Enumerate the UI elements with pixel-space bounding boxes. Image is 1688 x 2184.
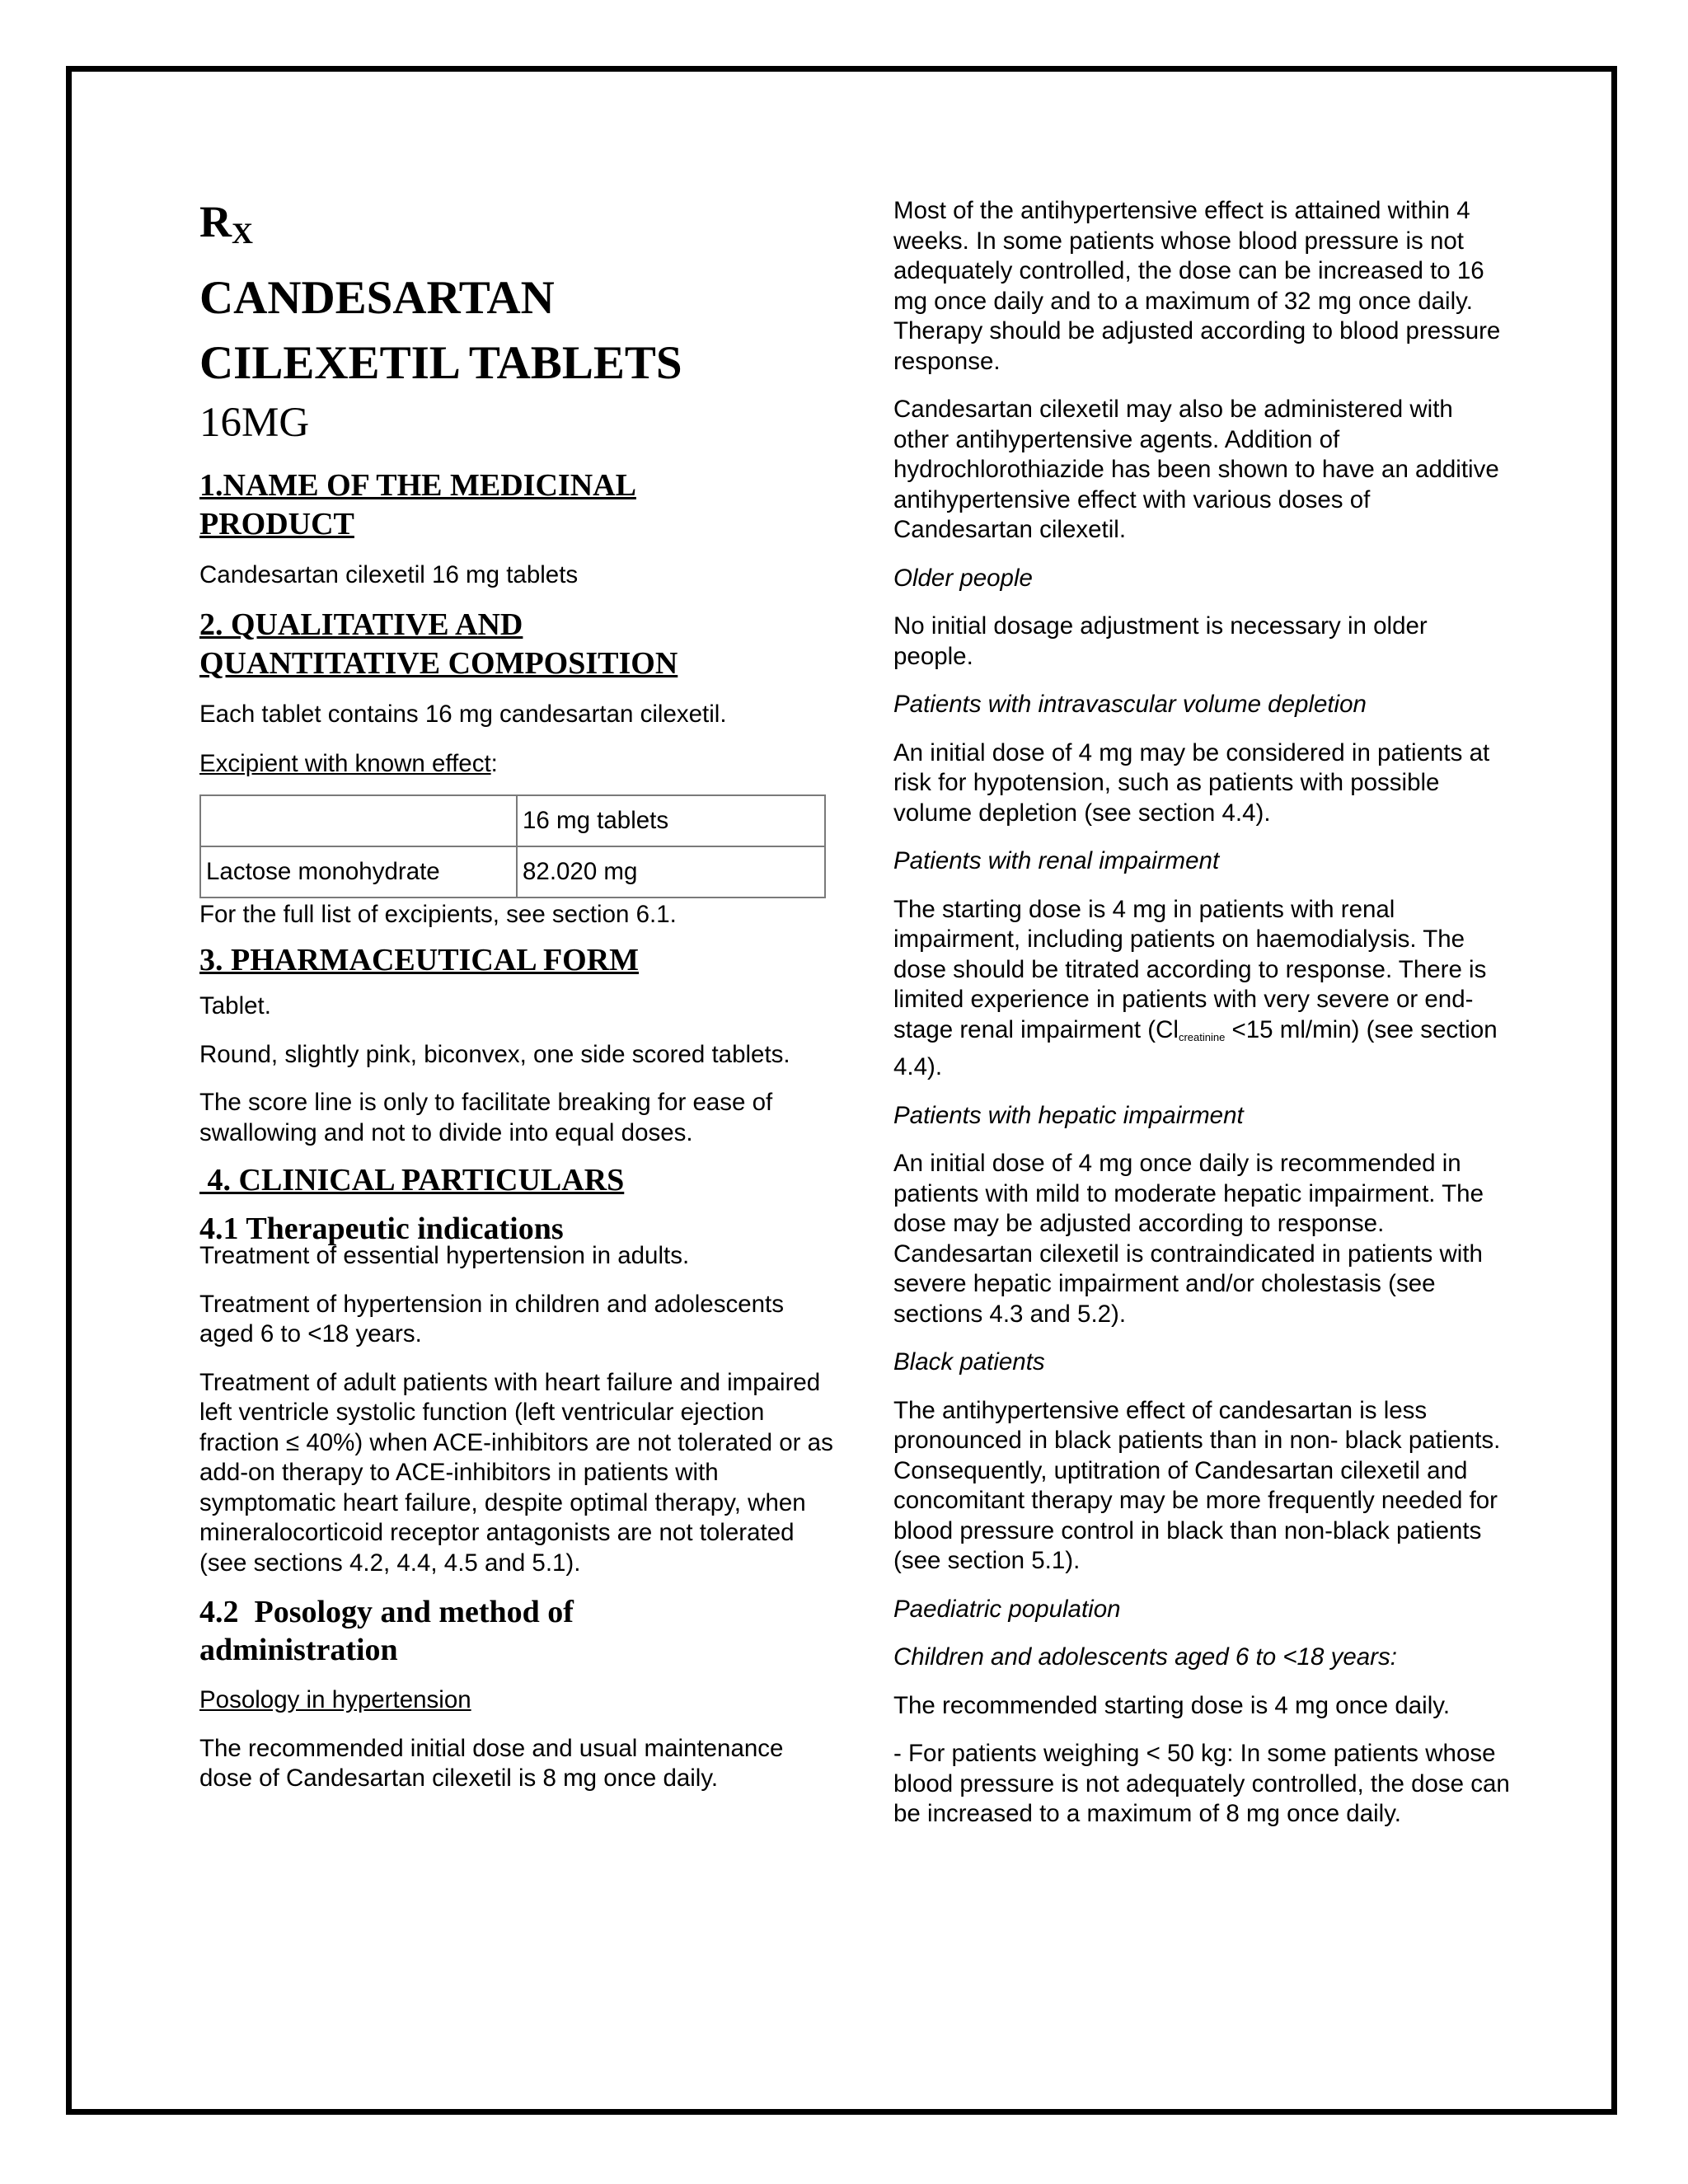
children-text: The recommended starting dose is 4 mg once daily. (893, 1691, 1451, 1719)
section1-heading: 1.NAME OF THE MEDICINAL PRODUCT (199, 468, 636, 541)
hepatic-text: An initial dose of 4 mg once daily is recommended in patients with mild to moderate hepatic impairment. The dose may be adjusted according to response. Candesartan cilexetil is contraindicated in patients with severe hepatic impairment and/or cholestasis (see sections 4.3 and 5.2). (893, 1150, 1484, 1328)
table-header-row (200, 795, 825, 846)
children-heading: Children and adolescents aged 6 to <18 years: (893, 1643, 1397, 1671)
black-text: The antihypertensive effect of candesartan is less pronounced in black patients than in non- black patients. Consequently, uptitration of Candesartan cilexetil and concomitant therapy may be more frequently needed for blood pressure control in black than non-black patients (see section 5.1). (893, 1396, 1501, 1574)
product-strength: 16MG (199, 400, 310, 446)
paediatric-heading: Paediatric population (893, 1595, 1121, 1623)
table-cell: 82.020 mg (517, 846, 825, 898)
excipient-table (199, 794, 826, 898)
product-title-line1: CANDESARTAN (199, 272, 555, 324)
volume-heading: Patients with intravascular volume depletion (893, 691, 1367, 718)
hepatic-heading: Patients with hepatic impairment (893, 1101, 1244, 1129)
section2-text: Each tablet contains 16 mg candesartan cilexetil. (199, 700, 727, 728)
section41-heading: 4.1 Therapeutic indications (199, 1212, 564, 1246)
right-p2: Candesartan cilexetil may also be administered with other antihypertensive agents. Addition of hydrochlorothiazide has been shown to have an additive antihypertensive effect with various doses of Candesartan cilexetil. (893, 396, 1499, 543)
table-header-cell: 16 mg tablets (517, 795, 825, 846)
renal-heading: Patients with renal impairment (893, 847, 1220, 874)
rx-symbol: $R_X$ (199, 197, 253, 250)
section41-p2: Treatment of hypertension in children and adolescents aged 6 to <18 years. (199, 1290, 784, 1347)
renal-text: The starting dose is 4 mg in patients with renal impairment, including patients on haemodialysis. The dose should be titrated according to response. There is limited experience in patients with very severe or end-stage renal impairment ($Cl_{creatinine} <15$ ml/min) (see section 4.4). (893, 895, 1498, 1080)
excipient-label: Excipient with known effect: (199, 750, 498, 777)
section2-heading: 2. QUALITATIVE AND QUANTITATIVE COMPOSITION (199, 607, 678, 681)
section41-p1: Treatment of essential hypertension in adults. (199, 1242, 690, 1269)
section42-heading: 4.2 Posology and method of administration (199, 1595, 574, 1667)
volume-text: An initial dose of 4 mg may be considered in patients at risk for hypotension, such as patients with possible volume depletion (see section 4.4). (893, 738, 1490, 827)
product-title-line2: CILEXETIL TABLETS (199, 337, 682, 389)
black-heading: Black patients (893, 1348, 1045, 1376)
table-header-cell (200, 795, 517, 846)
section41-p3: Treatment of adult patients with heart failure and impaired left ventricle systolic function (left ventricular ejection fraction ≤ 40%) when ACE-inhibitors are not tolerated or as add-on therapy to ACE-inhibitors in patients with symptomatic heart failure, despite optimal therapy, when mineralocorticoid receptor antagonists are not tolerated (see sections 4.2, 4.4, 4.5 and 5.1). (199, 1368, 833, 1577)
weight-text: - For patients weighing < 50 kg: In some patients whose blood pressure is not adequately controlled, the dose can be increased to a maximum of 8 mg once daily. (893, 1740, 1510, 1827)
section4-heading: 4. CLINICAL PARTICULARS (199, 1163, 625, 1197)
posology-p1: The recommended initial dose and usual maintenance dose of Candesartan cilexetil is 8 mg once daily. (199, 1734, 784, 1792)
older-text: No initial dosage adjustment is necessary in older people. (893, 612, 1428, 670)
right-column (893, 196, 1512, 1830)
excipient-footnote: For the full list of excipients, see section 6.1. (199, 900, 677, 928)
section3-heading: 3. PHARMACEUTICAL FORM (199, 943, 640, 977)
table-row (200, 846, 825, 898)
older-heading: Older people (893, 564, 1033, 592)
section3-p2: Round, slightly pink, biconvex, one side scored tablets. (199, 1040, 790, 1068)
table-cell: Lactose monohydrate (200, 846, 517, 898)
section1-text: Candesartan cilexetil 16 mg tablets (199, 561, 579, 588)
section3-p1: Tablet. (199, 992, 271, 1019)
posology-subheading: Posology in hypertension (199, 1686, 471, 1713)
right-p1: Most of the antihypertensive effect is attained within 4 weeks. In some patients whose blood pressure is not adequately controlled, the dose can be increased to 16 mg once daily and to a maximum of 32 mg once daily. Therapy should be adjusted according to blood pressure response. (893, 197, 1501, 375)
section3-p3: The score line is only to facilitate breaking for ease of swallowing and not to divide into equal doses. (199, 1089, 773, 1146)
left-column (199, 196, 834, 1794)
